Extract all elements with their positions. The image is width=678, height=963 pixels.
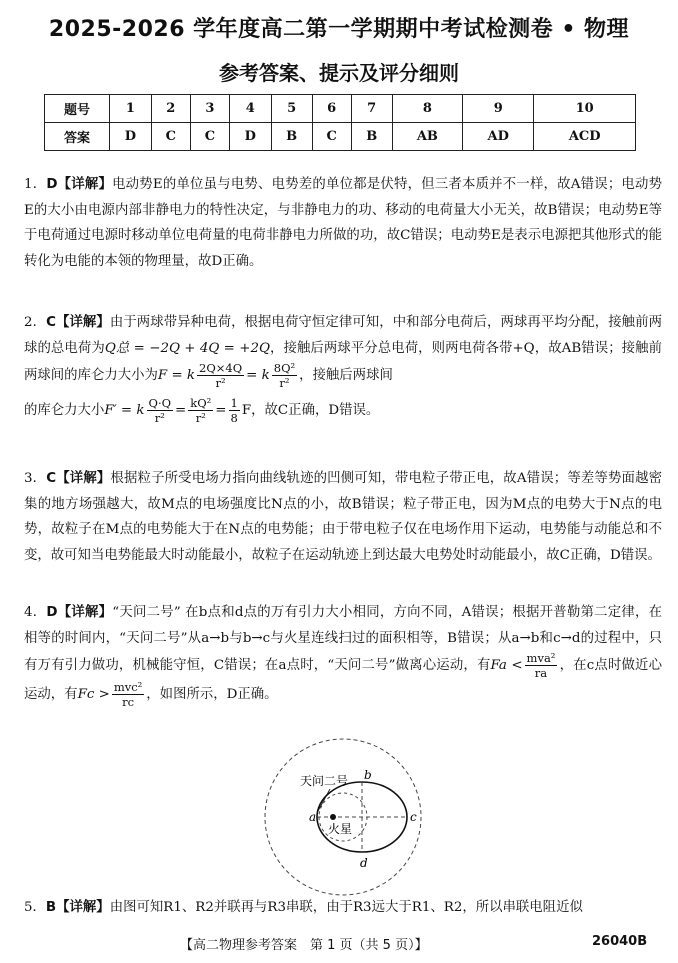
denominator: 8 <box>230 411 238 425</box>
denominator: r² <box>215 376 226 390</box>
question-number: 4 <box>229 95 271 123</box>
question-number-label: 2． <box>24 315 47 330</box>
answer-cell: C <box>312 123 351 151</box>
answer-letter: C <box>46 315 56 330</box>
answer-cell: AB <box>392 123 462 151</box>
numerator: Q·Q <box>148 396 172 410</box>
question-number: 7 <box>351 95 392 123</box>
equation: = k <box>246 368 270 383</box>
answer-cell: B <box>351 123 392 151</box>
document-code: 26040B <box>592 934 648 949</box>
fraction <box>147 396 174 425</box>
question-number: 8 <box>392 95 462 123</box>
denominator: r² <box>279 376 290 390</box>
page-subtitle: 参考答案、提示及评分细则 <box>219 61 459 85</box>
numerator: mvc² <box>113 680 143 694</box>
row-header-number: 题号 <box>45 95 110 123</box>
probe-label: 天问二号 <box>300 774 349 788</box>
detail-tag: 【详解】 <box>56 471 111 486</box>
question-2: 2．C【详解】由于两球带异种电荷，根据电荷守恒定律可知，中和部分电荷后，两球再平均分配，接触前两球的总电荷为Q总 = −2Q + 4Q = +2Q，接触后两球平分总电荷，则两电荷各带+Q，故AB错误；接触前两球间的库仑力大小为F = k $\frac{2Q\times 4Q}{\text{r²}}$ = k $\frac{\text{8Q²}}{\text{r²}}$ ，接触后两球间 的库仑力大小F′ = k $\frac{Q\cdot Q}{\text{r²}}$ = $\frac{\text{kQ²}}{\text{r²}}$ = $\frac{1}{8}$ F，故C正确，D错误。 <box>24 315 662 425</box>
question-1 <box>24 172 662 274</box>
detail-tag: 【详解】 <box>56 900 110 915</box>
question-number: 3 <box>190 95 229 123</box>
point-a-label: a <box>309 810 317 824</box>
explanation-text: ，接触后两球间 <box>299 368 393 383</box>
numerator: mva² <box>526 651 556 665</box>
question-5 <box>24 895 662 921</box>
answer-cell: B <box>271 123 312 151</box>
equation: Fa < <box>490 658 523 673</box>
explanation-text: ，如图所示，D正确。 <box>146 687 278 702</box>
numerator: 8Q² <box>273 361 296 375</box>
fraction <box>197 361 244 390</box>
detail-tag: 【详解】 <box>55 315 110 330</box>
denominator: rc <box>122 695 135 709</box>
answer-letter: D <box>46 605 58 620</box>
answer-table-number-row <box>45 95 636 123</box>
explanation-text: 由于两球带异种电荷，根据电荷守恒定律可知，中和部分电荷后，两球再平均分配，接触前两球的总电荷为 <box>24 315 662 356</box>
question-number-label: 4． <box>24 605 47 620</box>
explanation-text: 根据粒子所受电场力指向曲线轨迹的凹侧可知，带电粒子带正电，故A错误；等差等势面越密集的地方场强越大，故M点的电场强度比N点的小，故B错误；粒子带正电，因为M点的电势大于N点的电势，故粒子在M点的电势能大于在N点的电势能；由于带电粒子仅在电场作用下运动，电势能与动能总和不变，故可知当电势能最大时动能最小，故粒子在运动轨迹上到达最大电势处时动能最小，故C正确，D错误。 <box>24 471 663 563</box>
fraction <box>229 396 240 425</box>
denominator: r² <box>154 411 165 425</box>
answer-cell: D <box>229 123 271 151</box>
orbit-figure <box>258 735 428 900</box>
detail-tag: 【详解】 <box>57 177 113 192</box>
denominator: r² <box>195 411 206 425</box>
answer-cell: AD <box>463 123 534 151</box>
answer-table-answer-row <box>45 123 636 151</box>
question-number: 1 <box>110 95 152 123</box>
answer-cell: C <box>151 123 190 151</box>
equation: F′ = k <box>104 403 145 418</box>
numerator: 2Q×4Q <box>199 361 243 375</box>
mars-dot <box>330 814 336 820</box>
explanation-text: F，故C正确，D错误。 <box>241 403 380 418</box>
detail-tag: 【详解】 <box>57 605 113 620</box>
numerator: kQ² <box>190 396 212 410</box>
denominator: ra <box>534 666 548 680</box>
question-number: 2 <box>151 95 190 123</box>
question-4 <box>24 600 662 709</box>
explanation-text: 由图可知R1、R2并联再与R3串联，由于R3远大于R1、R2，所以串联电阻近似 <box>109 900 583 915</box>
fraction <box>188 396 213 425</box>
fraction <box>525 651 558 680</box>
question-number-label: 5． <box>24 900 46 915</box>
equation: F = k <box>157 368 196 383</box>
explanation-text: 的库仑力大小 <box>24 403 105 418</box>
answer-letter: C <box>46 471 57 486</box>
explanation-text: ，在c点时做近心运动，有 <box>24 658 663 702</box>
numerator: 1 <box>230 396 238 410</box>
question-number: 6 <box>312 95 351 123</box>
fraction <box>112 680 144 709</box>
page-title: 2025-2026 学年度高二第一学期期中考试检测卷 • 物理 <box>48 17 630 42</box>
answer-cell: D <box>110 123 152 151</box>
equation: Q总 = −2Q + 4Q = +2Q <box>104 340 270 356</box>
question-number-label: 3． <box>24 471 47 486</box>
answer-cell: ACD <box>534 123 636 151</box>
point-b-label: b <box>364 768 372 782</box>
point-d-label: d <box>360 856 368 870</box>
answer-letter: B <box>45 900 57 915</box>
question-number: 10 <box>534 95 636 123</box>
answer-table <box>44 94 636 151</box>
equation: Fc > <box>77 687 110 702</box>
question-number: 5 <box>271 95 312 123</box>
explanation-text: ，接触后两球平分总电荷，则两电荷各带+Q，故AB错误；接触前两球间的库仑力大小为 <box>24 340 662 383</box>
question-3 <box>24 466 662 568</box>
explanation-text: 电动势E的单位虽与电势、电势差的单位都是伏特，但三者本质并不一样，故A错误；电动势E的大小由电源内部非静电力的特性决定，与非静电力的功、移动的电荷量大小无关，故B错误；电动势E等于电荷通过电源时移动单位电荷量的电荷非静电力所做的功，故C错误；电动势E是表示电源把其他形式的能转化为电能的本领的物理量，故D正确。 <box>24 177 662 269</box>
mars-label: 火星 <box>328 822 353 836</box>
question-number-label: 1． <box>24 177 47 192</box>
answer-letter: D <box>46 177 58 192</box>
question-number: 9 <box>463 95 534 123</box>
page-footer: 【高二物理参考答案 第 1 页（共 5 页）】 <box>180 938 428 953</box>
answer-cell: C <box>190 123 229 151</box>
fraction <box>272 361 297 390</box>
explanation-text: “天问二号” 在b点和d点的万有引力大小相同，方向不同，A错误；根据开普勒第二定律，在相等的时间内，“天问二号”从a→b与b→c与火星连线扫过的面积相等，B错误；从a→b和c→d的过程中，只有万有引力做功，机械能守恒，C错误；在a点时，“天问二号”做离心运动，有 <box>24 605 663 673</box>
row-header-answer: 答案 <box>45 123 110 151</box>
point-c-label: c <box>410 810 417 824</box>
probe-pointer <box>318 789 330 811</box>
